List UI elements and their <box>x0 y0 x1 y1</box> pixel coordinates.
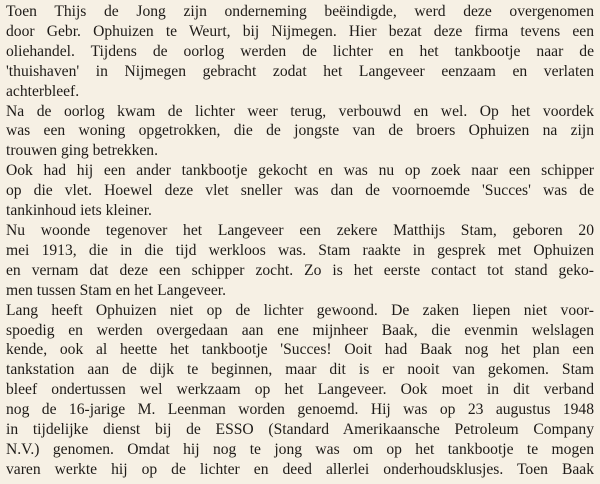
text-line: trouwen ging betrekken. <box>6 142 158 160</box>
text-line: tankstation aan de dijk te beginnen, maar dit is er nooit van gekomen. Stam <box>6 361 594 379</box>
text-line: door Gebr. Ophuizen te Weurt, bij Nijmegen. Hier bezat deze firma tevens een <box>6 22 594 40</box>
text-line: men tussen Stam en het Langeveer. <box>6 281 226 299</box>
text-line: 'thuishaven' in Nijmegen gebracht zodat het Langeveer eenzaam en verlaten <box>6 62 594 80</box>
text-line: mei 1913, die in die tijd werkloos was. Stam raakte in gesprek met Ophuizen <box>6 241 594 259</box>
text-line: achterbleef. <box>6 82 80 100</box>
text-line: op die vlet. Hoewel deze vlet sneller was dan de voornoemde 'Succes' was de <box>6 182 594 200</box>
text-line: en vernam dat deze een schipper zocht. Zo is het eerste contact tot stand geko- <box>6 261 594 279</box>
text-line: Toen Thijs de Jong zijn onderneming beëindigde, werd deze overgenomen <box>6 3 594 20</box>
text-line: Nu woonde tegenover het Langeveer een zekere Matthijs Stam, geboren 20 <box>6 221 594 239</box>
paragraph-2 <box>6 102 594 162</box>
text-line: Ook had hij een ander tankbootje gekocht en was nu op zoek naar een schipper <box>6 162 594 180</box>
text-line: was een woning opgetrokken, die de jongste van de broers Ophuizen na zijn <box>6 122 594 140</box>
text-line: tankinhoud iets kleiner. <box>6 202 152 220</box>
text-line: Lang heeft Ophuizen niet op de lichter gewoond. De zaken liepen niet voor- <box>6 301 594 319</box>
text-line: Na de oorlog kwam de lichter weer terug, verbouwd en wel. Op het voordek <box>6 102 594 120</box>
text-line: spoedig en werden overgedaan aan ene mijnheer Baak, die evenmin welslagen <box>6 321 594 339</box>
paragraph-4 <box>6 221 594 301</box>
text-line: varen werkte hij op de lichter en deed allerlei onderhoudsklusjes. Toen Baak <box>6 460 594 478</box>
text-line: in tijdelijke dienst bij de ESSO (Standard Amerikaansche Petroleum Company <box>6 421 594 439</box>
paragraph-1 <box>6 2 594 102</box>
text-line: oliehandel. Tijdens de oorlog werden de lichter en het tankbootje naar de <box>6 42 594 60</box>
text-line: nog de 16-jarige M. Leenman worden genoemd. Hij was op 23 augustus 1948 <box>6 401 594 419</box>
paragraph-5 <box>6 301 594 480</box>
text-line: bleef ondertussen wel werkzaam op het Langeveer. Ook moet in dit verband <box>6 381 594 399</box>
text-line: N.V.) genomen. Omdat hij nog te jong was om op het tankbootje te mogen <box>6 440 594 458</box>
paragraph-3 <box>6 161 594 221</box>
document-body <box>6 2 594 480</box>
text-line: kende, ook al heette het tankbootje 'Succes! Ooit had Baak nog het plan een <box>6 341 594 359</box>
